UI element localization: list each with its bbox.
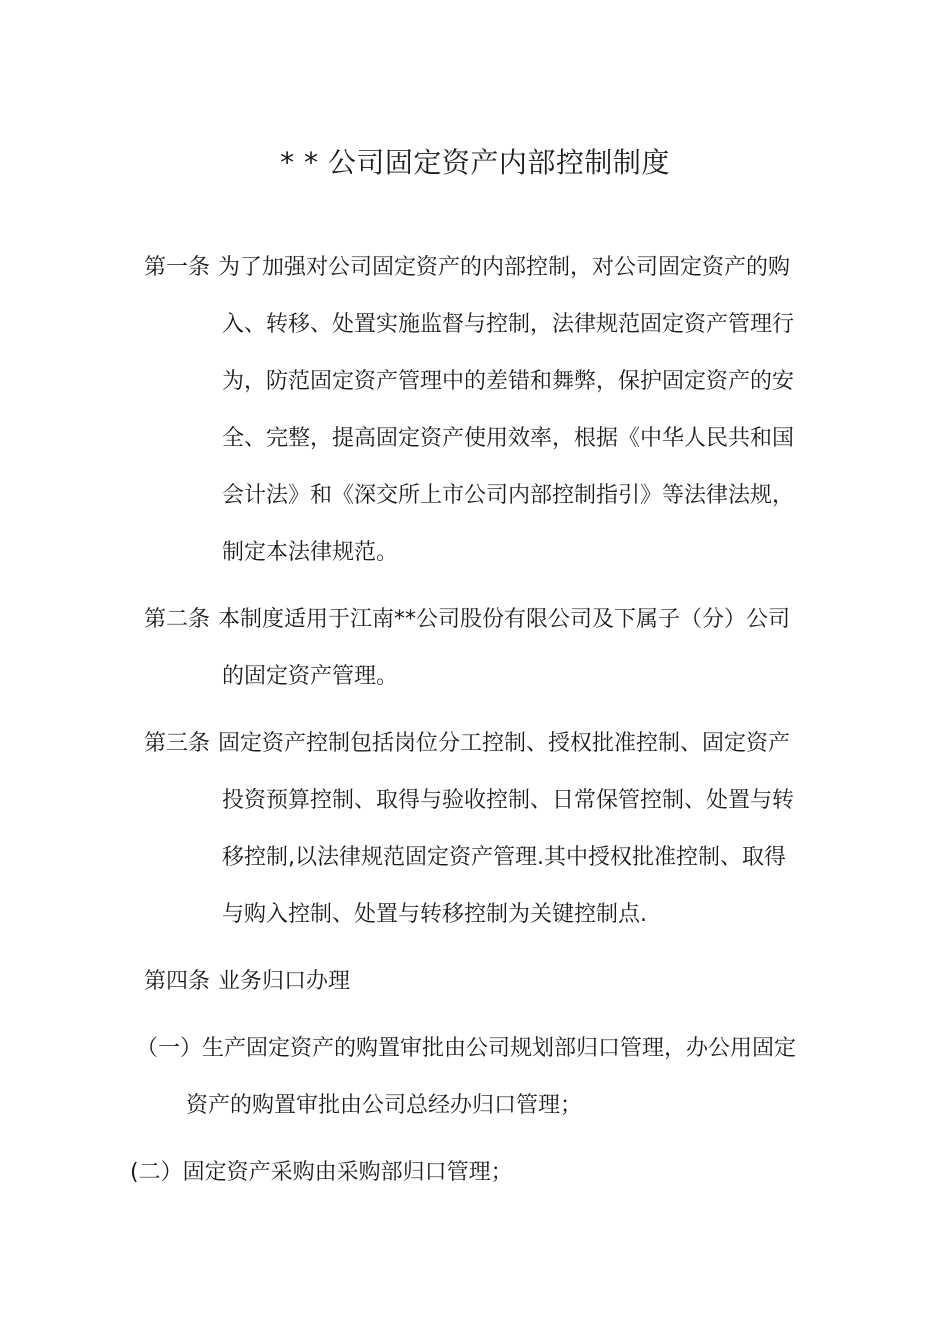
- item-1-line-1: （一）生产固定资产的购置审批由公司规划部归口管理，办公用固定: [136, 1036, 797, 1061]
- article-1-line-6: 制定本法律规范。: [222, 540, 399, 565]
- article-1-text-1: 为了加强对公司固定资产的内部控制，对公司固定资产的购: [218, 255, 791, 280]
- item-2-line-1: (二）固定资产采购由采购部归口管理；: [130, 1160, 513, 1185]
- article-3-line-2: 投资预算控制、取得与验收控制、日常保管控制、处置与转: [222, 788, 795, 813]
- article-1-line-1: [144, 253, 790, 283]
- article-3-line-3: 移控制,以法律规范固定资产管理.其中授权批准控制、取得: [222, 845, 786, 870]
- article-3-line-4: 与购入控制、处置与转移控制为关键控制点.: [222, 902, 647, 927]
- article-1-line-5: 会计法》和《深交所上市公司内部控制指引》等法律法规，: [222, 483, 795, 508]
- article-3-label: 第三条: [144, 731, 211, 756]
- article-4-text-1: 业务归口办理: [218, 969, 351, 994]
- article-4-line-1: [144, 967, 350, 997]
- article-3-text-1: 固定资产控制包括岗位分工控制、授权批准控制、固定资产: [218, 731, 791, 756]
- article-1-line-3: 为，防范固定资产管理中的差错和舞弊，保护固定资产的安: [222, 369, 795, 394]
- article-2-line-2: 的固定资产管理。: [222, 664, 399, 689]
- article-1-line-4: 全、完整，提高固定资产使用效率，根据《中华人民共和国: [222, 426, 795, 451]
- article-1-line-2: 入、转移、处置实施监督与控制，法律规范固定资产管理行: [222, 312, 795, 337]
- article-1-label: 第一条: [144, 255, 211, 280]
- article-2-text-1: 本制度适用于江南**公司股份有限公司及下属子（分）公司: [218, 607, 791, 632]
- document-title: * * 公司固定资产内部控制制度: [280, 146, 670, 179]
- item-1-line-2: 资产的购置审批由公司总经办归口管理；: [186, 1093, 583, 1118]
- article-2-label: 第二条: [144, 607, 211, 632]
- article-3-line-1: [144, 729, 790, 759]
- article-2-line-1: [144, 605, 790, 635]
- article-4-label: 第四条: [144, 969, 211, 994]
